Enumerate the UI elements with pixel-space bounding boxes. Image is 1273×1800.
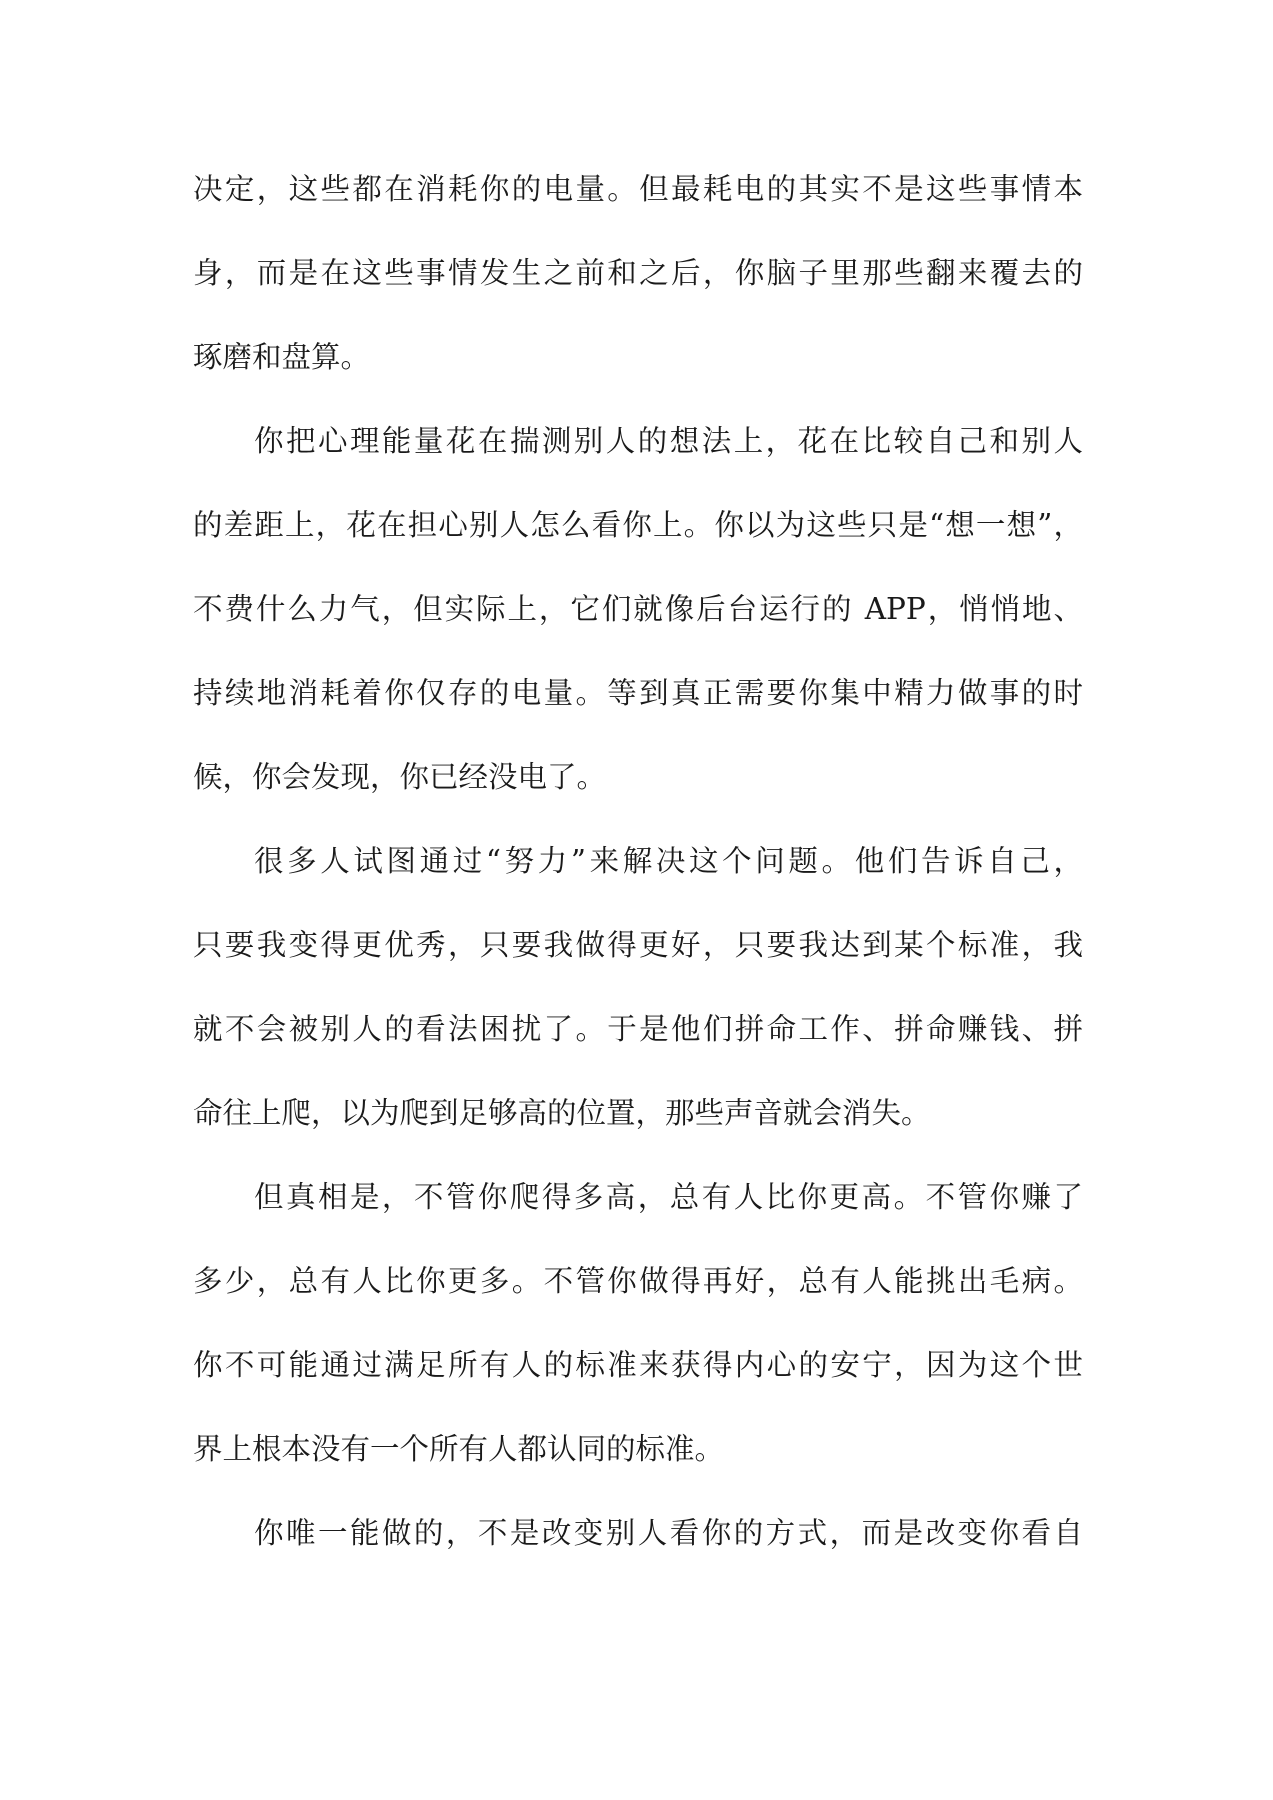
text-line: 身，而是在这些事情发生之前和之后，你脑子里那些翻来覆去的 [193,256,1083,290]
text-line: 界上根本没有一个所有人都认同的标准。 [193,1432,725,1466]
text-line: 的差距上，花在担心别人怎么看你上。你以为这些只是“想一想”， [193,508,1083,542]
text-line: 你不可能通过满足所有人的标准来获得内心的安宁，因为这个世 [193,1348,1083,1382]
text-line: 很多人试图通过“努力”来解决这个问题。他们告诉自己， [254,844,1083,878]
text-line: 琢磨和盘算。 [193,340,371,374]
text-line: 决定，这些都在消耗你的电量。但最耗电的其实不是这些事情本 [193,172,1083,206]
text-line: 就不会被别人的看法困扰了。于是他们拼命工作、拼命赚钱、拼 [193,1012,1083,1046]
paragraph [193,420,1083,798]
text-line: 你把心理能量花在揣测别人的想法上，花在比较自己和别人 [254,424,1083,458]
paragraph [193,840,1083,1134]
paragraph [193,168,1083,378]
text-line: 不费什么力气，但实际上，它们就像后台运行的 APP，悄悄地、 [193,592,1083,626]
paragraph [193,1176,1083,1470]
text-line: 你唯一能做的，不是改变别人看你的方式，而是改变你看自 [254,1516,1083,1550]
text-line: 但真相是，不管你爬得多高，总有人比你更高。不管你赚了 [254,1180,1083,1214]
paragraph [193,1512,1083,1554]
text-line: 只要我变得更优秀，只要我做得更好，只要我达到某个标准，我 [193,928,1083,962]
text-line: 多少，总有人比你更多。不管你做得再好，总有人能挑出毛病。 [193,1264,1083,1298]
text-line: 持续地消耗着你仅存的电量。等到真正需要你集中精力做事的时 [193,676,1083,710]
text-line: 命往上爬，以为爬到足够高的位置，那些声音就会消失。 [193,1096,931,1130]
text-line: 候，你会发现，你已经没电了。 [193,760,607,794]
body-text [193,168,1083,1554]
